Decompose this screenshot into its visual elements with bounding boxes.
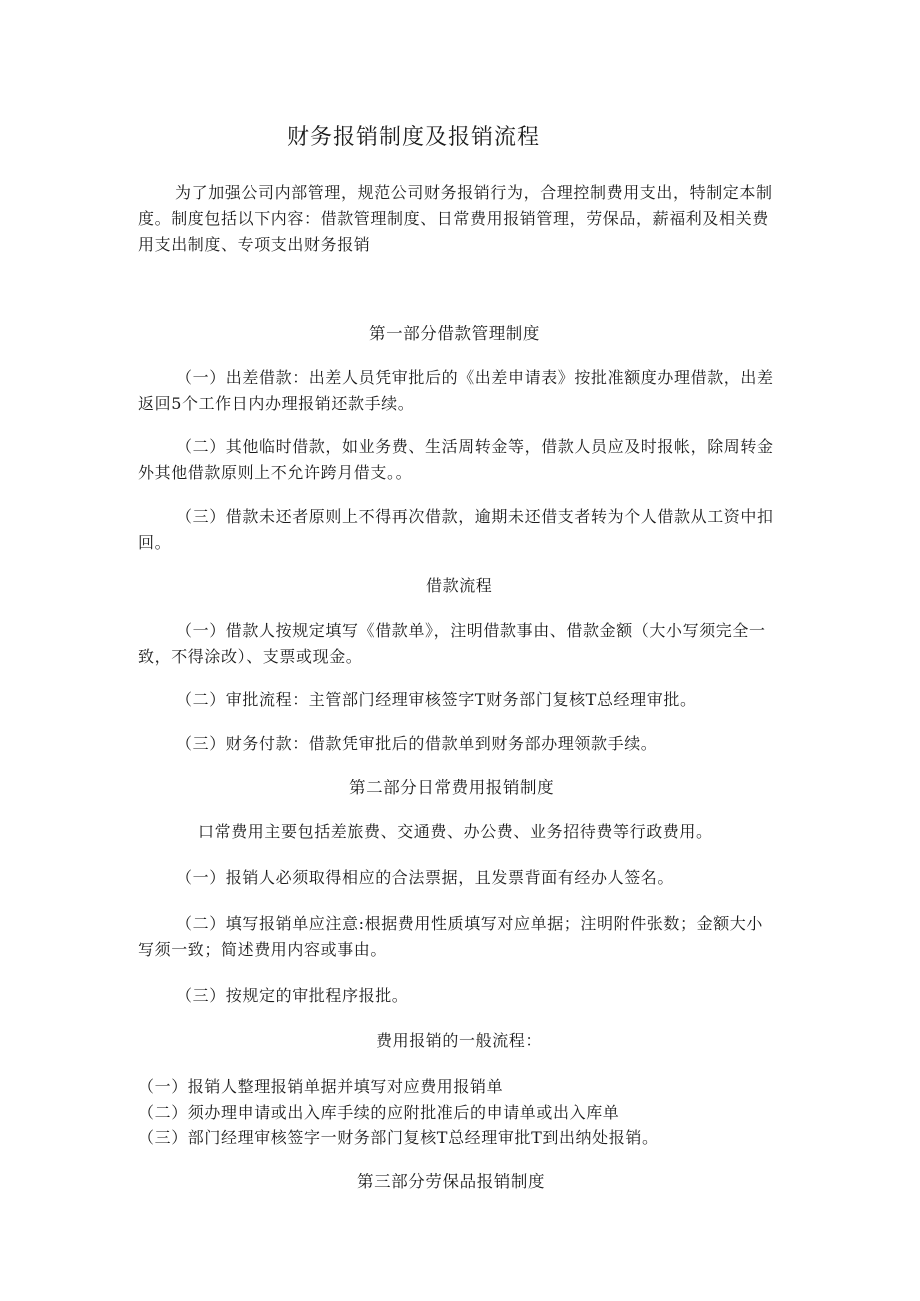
part1-flow3: （三）财务付款：借款凭审批后的借款单到财务部办理领款手续。 bbox=[176, 734, 658, 753]
intro-line-2: 度。制度包括以下内容：借款管理制度、日常费用报销管理，劳保品，薪福利及相关费 bbox=[138, 209, 769, 228]
part1-flow2: （二）审批流程：主管部门经理审核签字T财务部门复核T总经理审批。 bbox=[176, 690, 697, 709]
part2-flow1: （一）报销人整理报销单据并填写对应费用报销单 bbox=[138, 1077, 504, 1096]
part2-intro: 口常费用主要包括差旅费、交通费、办公费、业务招待费等行政费用。 bbox=[198, 822, 713, 841]
part2-item3: （三）按规定的审批程序报批。 bbox=[176, 986, 409, 1005]
part1-heading: 第一部分借款管理制度 bbox=[369, 324, 540, 343]
part1-item2-line-2: 外其他借款原则上不允许跨月借支。。 bbox=[138, 463, 413, 482]
part1-flow-heading: 借款流程 bbox=[426, 576, 493, 595]
part2-item2-line-2: 写须一致；简述费用内容或事由。 bbox=[138, 940, 388, 959]
part1-item3-line-1: （三）借款未还者原则上不得再次借款，逾期未还借支者转为个人借款从工资中扣 bbox=[176, 507, 774, 526]
document-title: 财务报销制度及报销流程 bbox=[287, 125, 541, 150]
part2-flow-heading: 费用报销的一般流程： bbox=[376, 1031, 543, 1050]
part1-item1-line-2: 返回5个工作日内办理报销还款手续。 bbox=[138, 394, 415, 413]
part1-item1-line-1: （一）出差借款：出差人员凭审批后的《出差申请表》按批准额度办理借款，出差 bbox=[176, 368, 774, 387]
part2-item1: （一）报销人必须取得相应的合法票据，且发票背面有经办人签名。 bbox=[176, 868, 675, 887]
part1-item3-line-2: 回。 bbox=[138, 533, 172, 552]
part2-flow2: （二）须办理申请或出入库手续的应附批准后的申请单或出入库单 bbox=[138, 1103, 620, 1122]
part3-heading: 第三部分劳保品报销制度 bbox=[357, 1172, 546, 1191]
part1-item2-line-1: （二）其他临时借款，如业务费、生活周转金等，借款人员应及时报帐，除周转金 bbox=[176, 437, 774, 456]
intro-line-1: 为了加强公司内部管理，规范公司财务报销行为，合理控制费用支出，特制定本制 bbox=[175, 183, 773, 202]
part2-flow3: （三）部门经理审核签字一财务部门复核T总经理审批T到出纳处报销。 bbox=[138, 1128, 659, 1147]
part1-flow1-line-1: （一）借款人按规定填写《借款单》，注明借款事由、借款金额（大小写须完全一 bbox=[176, 621, 766, 640]
part2-heading: 第二部分日常费用报销制度 bbox=[349, 778, 555, 797]
intro-line-3: 用支出制度、专项支出财务报销 bbox=[138, 235, 371, 254]
part2-item2-line-1: （二）填写报销单应注意:根据费用性质填写对应单据；注明附件张数；金额大小 bbox=[176, 914, 763, 933]
part1-flow1-line-2: 致，不得涂改）、支票或现金。 bbox=[138, 647, 363, 666]
